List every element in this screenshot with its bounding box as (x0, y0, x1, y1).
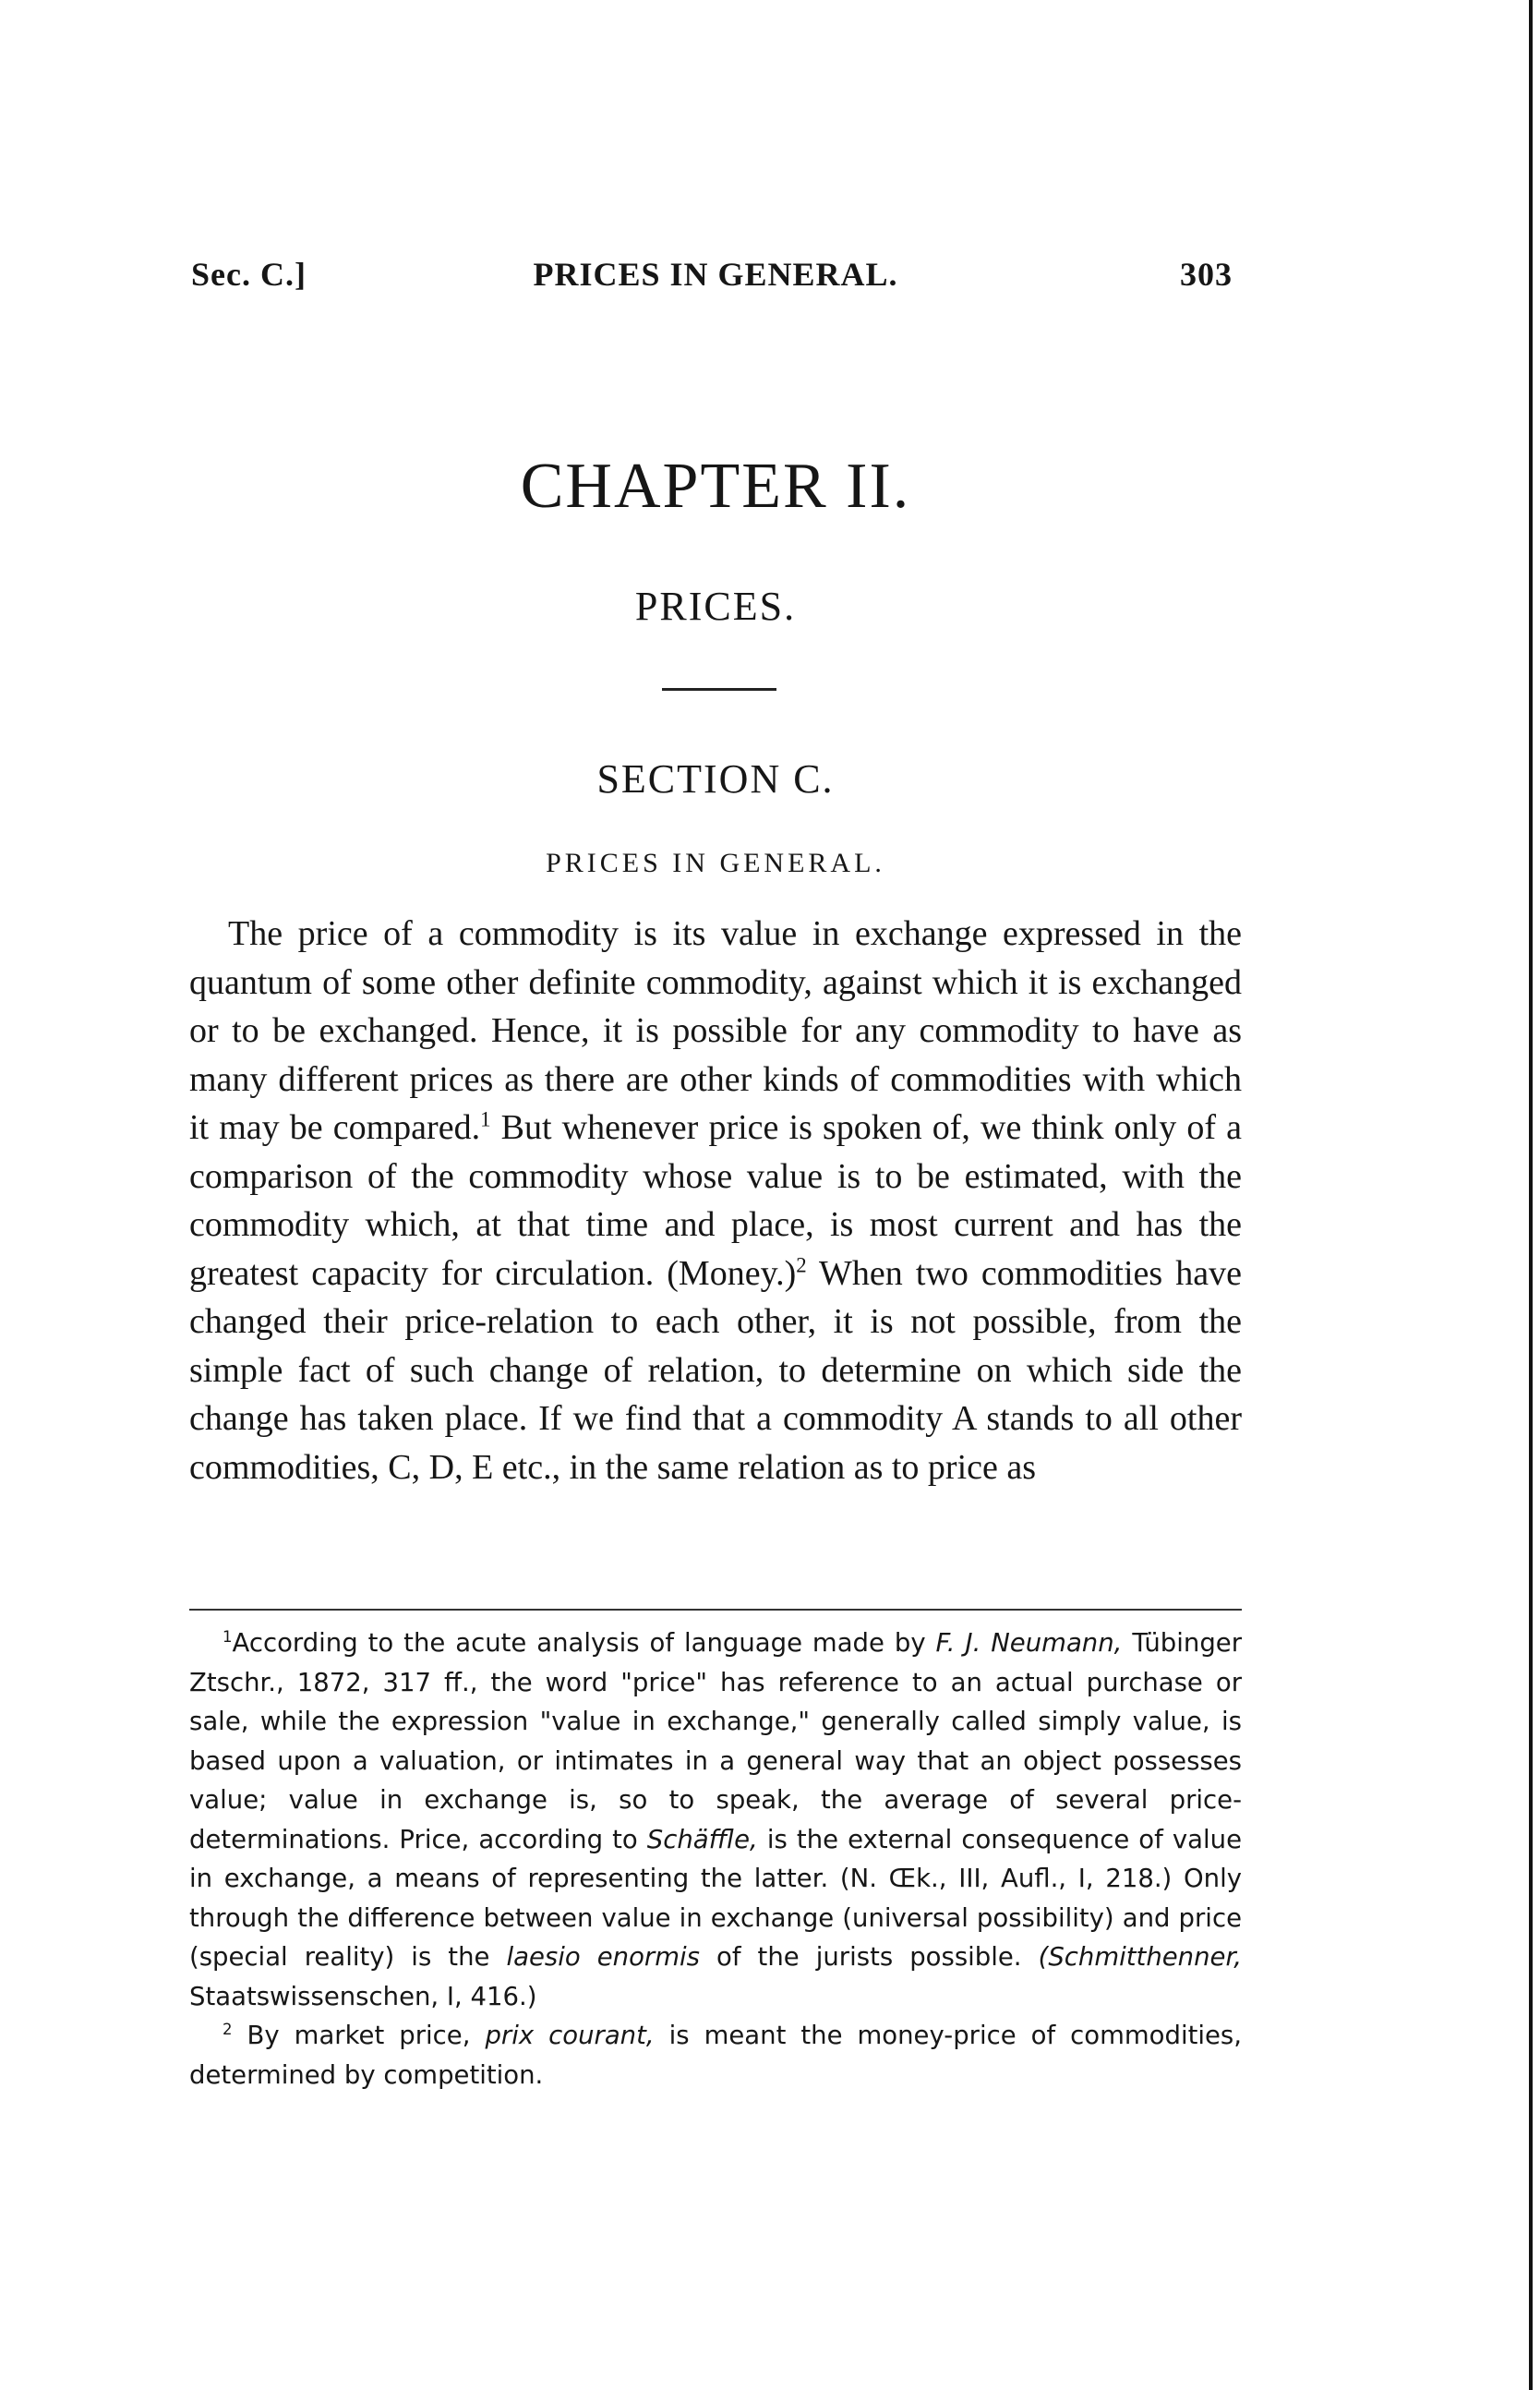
footnote-mark: 1 (223, 1627, 233, 1646)
footnote-text: By market price, (232, 2021, 486, 2050)
footnote-text: is the external consequence of value in exchange, a means of representing the latter. (N. Œk., III, Aufl., I, 218.) Only through the difference between value in exchange (universal possibility) and price (special reality) is the (189, 1824, 1242, 1972)
footnote-mark: 2 (223, 2020, 233, 2038)
footnote-reference: 2 (796, 1252, 807, 1276)
footnote-reference: 1 (480, 1107, 491, 1131)
body-text-part: The price of a commodity is its value in exchange expressed in the quantum of some other definite commodity, against which it is exchanged or to be exchanged. Hence, it is possible for any commodity to have as many different prices as there are other kinds of commodities with which it may be compared. (189, 914, 1242, 1147)
footnotes (189, 1624, 1242, 2094)
running-header-section: Sec. C.] (191, 256, 307, 293)
footnote-term: prix courant, (485, 2021, 655, 2050)
footnote-author: F. J. Neumann, (935, 1628, 1123, 1658)
footnote-2 (189, 2016, 1242, 2094)
page-edge-line (1529, 0, 1533, 2390)
footnote-author: Schäffle, (646, 1824, 758, 1854)
page-number: 303 (1180, 256, 1233, 293)
divider-rule (662, 688, 776, 691)
footnote-text: Tübinger Ztschr., 1872, 317 ff., the word "price" has reference to an actual purchase or sale, while the expression "value in exchange," generally called simply value, is based upon a valuation, or intimates in a general way that an object possesses value; value in exchange is, so to speak, the average of several price-determinations. Price, according to (189, 1628, 1242, 1854)
section-title: SECTION C. (596, 756, 835, 802)
footnote-text: is meant the money-price of commodities, determined by competition. (189, 2021, 1243, 2090)
body-text-part: When two commodities have changed their price-relation to each other, it is not possible, from the simple fact of such change of relation, to determine on which side the change has taken place. If we find that a commodity A stands to all other commodities, C, D, E etc., in the same relation as to price as (189, 1253, 1242, 1487)
footnote-text: of the jurists possible. (699, 1942, 1039, 1972)
footnote-1 (189, 1624, 1242, 2016)
body-paragraph (189, 910, 1242, 1491)
footnote-latin-term: laesio enormis (506, 1942, 700, 1972)
footnote-author: (Schmitthenner, (1038, 1942, 1242, 1972)
body-text-part: But whenever price is spoken of, we think only of a comparison of the commodity whose value is to be estimated, with the commodity which, at that time and place, is most current and has the greatest capacity for circulation. (Money.) (189, 1108, 1242, 1293)
chapter-title: CHAPTER II. (520, 451, 911, 522)
book-page (189, 0, 1242, 2390)
running-header-title: PRICES IN GENERAL. (533, 256, 898, 293)
section-subtitle: PRICES IN GENERAL. (546, 848, 885, 878)
footnote-text: According to the acute analysis of language made by (232, 1628, 936, 1658)
running-header (189, 255, 1242, 299)
footnote-text: Staatswissenschen, I, 416.) (189, 1981, 537, 2011)
chapter-subtitle: PRICES. (634, 584, 797, 629)
footnote-separator (189, 1609, 1242, 1611)
